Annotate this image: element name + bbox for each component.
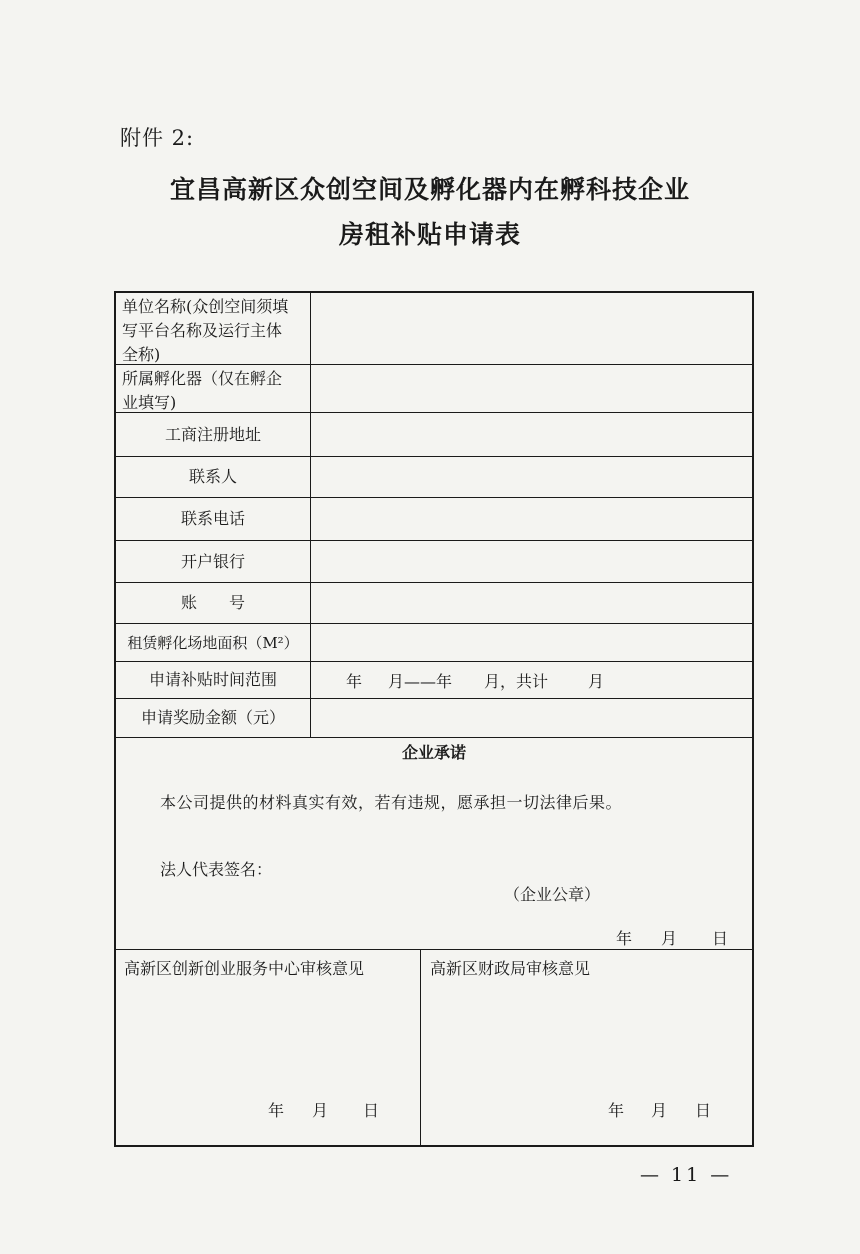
input-incubator[interactable] [312, 365, 752, 412]
row-phone [116, 498, 752, 541]
review-left-month: 月 [312, 1101, 329, 1120]
input-bank[interactable] [312, 541, 752, 582]
input-contact[interactable] [312, 457, 752, 497]
review-right-year: 年 [608, 1101, 625, 1120]
input-area[interactable] [312, 624, 752, 661]
signature-label: 法人代表签名： [160, 860, 273, 879]
form-title-line2: 房租补贴申请表 [338, 220, 521, 249]
review-right-month: 月 [651, 1101, 668, 1120]
label-unit-name-line1: 单位名称(众创空间须填 [122, 297, 289, 316]
label-period: 申请补贴时间范围 [116, 662, 311, 698]
pledge-heading: 企业承诺 [401, 743, 466, 762]
input-address[interactable] [312, 413, 752, 456]
application-form-table [114, 291, 754, 1147]
row-address [116, 413, 752, 457]
label-contact: 联系人 [116, 457, 311, 497]
label-unit-name [116, 293, 311, 364]
review-left-year: 年 [268, 1101, 285, 1120]
label-phone: 联系电话 [116, 498, 311, 540]
pledge-date-day: 日 [712, 929, 729, 948]
label-incubator-line1: 所属孵化器（仅在孵企 [122, 369, 283, 388]
row-incubator [116, 365, 752, 413]
label-amount: 申请奖励金额（元） [116, 699, 311, 737]
pledge-statement: 本公司提供的材料真实有效，若有违规，愿承担一切法律后果。 [160, 793, 623, 812]
row-account [116, 583, 752, 624]
row-contact [116, 457, 752, 498]
review-left-day: 日 [363, 1101, 380, 1120]
pledge-section [116, 738, 752, 950]
label-unit-name-line3: 全称) [122, 345, 161, 364]
row-area [116, 624, 752, 662]
label-bank: 开户银行 [116, 541, 311, 582]
company-seal-label: （企业公章） [504, 885, 601, 904]
review-innovation-center-title: 高新区创新创业服务中心审核意见 [124, 959, 365, 978]
period-month-total-text: 月，共计 [484, 671, 549, 691]
label-area: 租赁孵化场地面积（M²） [116, 624, 311, 661]
label-incubator [116, 365, 311, 412]
form-title-line1: 宜昌高新区众创空间及孵化器内在孵科技企业 [169, 175, 690, 204]
period-month-text: 月 [588, 671, 605, 691]
label-account: 账 号 [116, 583, 311, 623]
attachment-label: 附件 2: [120, 126, 195, 150]
row-period [116, 662, 752, 699]
review-finance-bureau-title: 高新区财政局审核意见 [430, 959, 591, 978]
input-account[interactable] [312, 583, 752, 623]
label-incubator-line2: 业填写) [122, 393, 177, 412]
row-amount [116, 699, 752, 738]
review-innovation-center [116, 950, 421, 1145]
input-amount[interactable] [312, 699, 752, 737]
pledge-date-year: 年 [616, 929, 633, 948]
pledge-date-month: 月 [661, 929, 678, 948]
period-month-dash-text: 月——年 [388, 671, 453, 691]
row-unit-name [116, 293, 752, 365]
row-bank [116, 541, 752, 583]
input-unit-name[interactable] [312, 293, 752, 364]
input-phone[interactable] [312, 498, 752, 540]
label-unit-name-line2: 写平台名称及运行主体 [122, 321, 283, 340]
review-finance-bureau [422, 950, 752, 1145]
label-address: 工商注册地址 [116, 413, 311, 456]
page-number: — 11 — [640, 1164, 733, 1186]
review-right-day: 日 [695, 1101, 712, 1120]
period-year-text: 年 [346, 671, 363, 691]
input-period[interactable] [312, 662, 752, 698]
